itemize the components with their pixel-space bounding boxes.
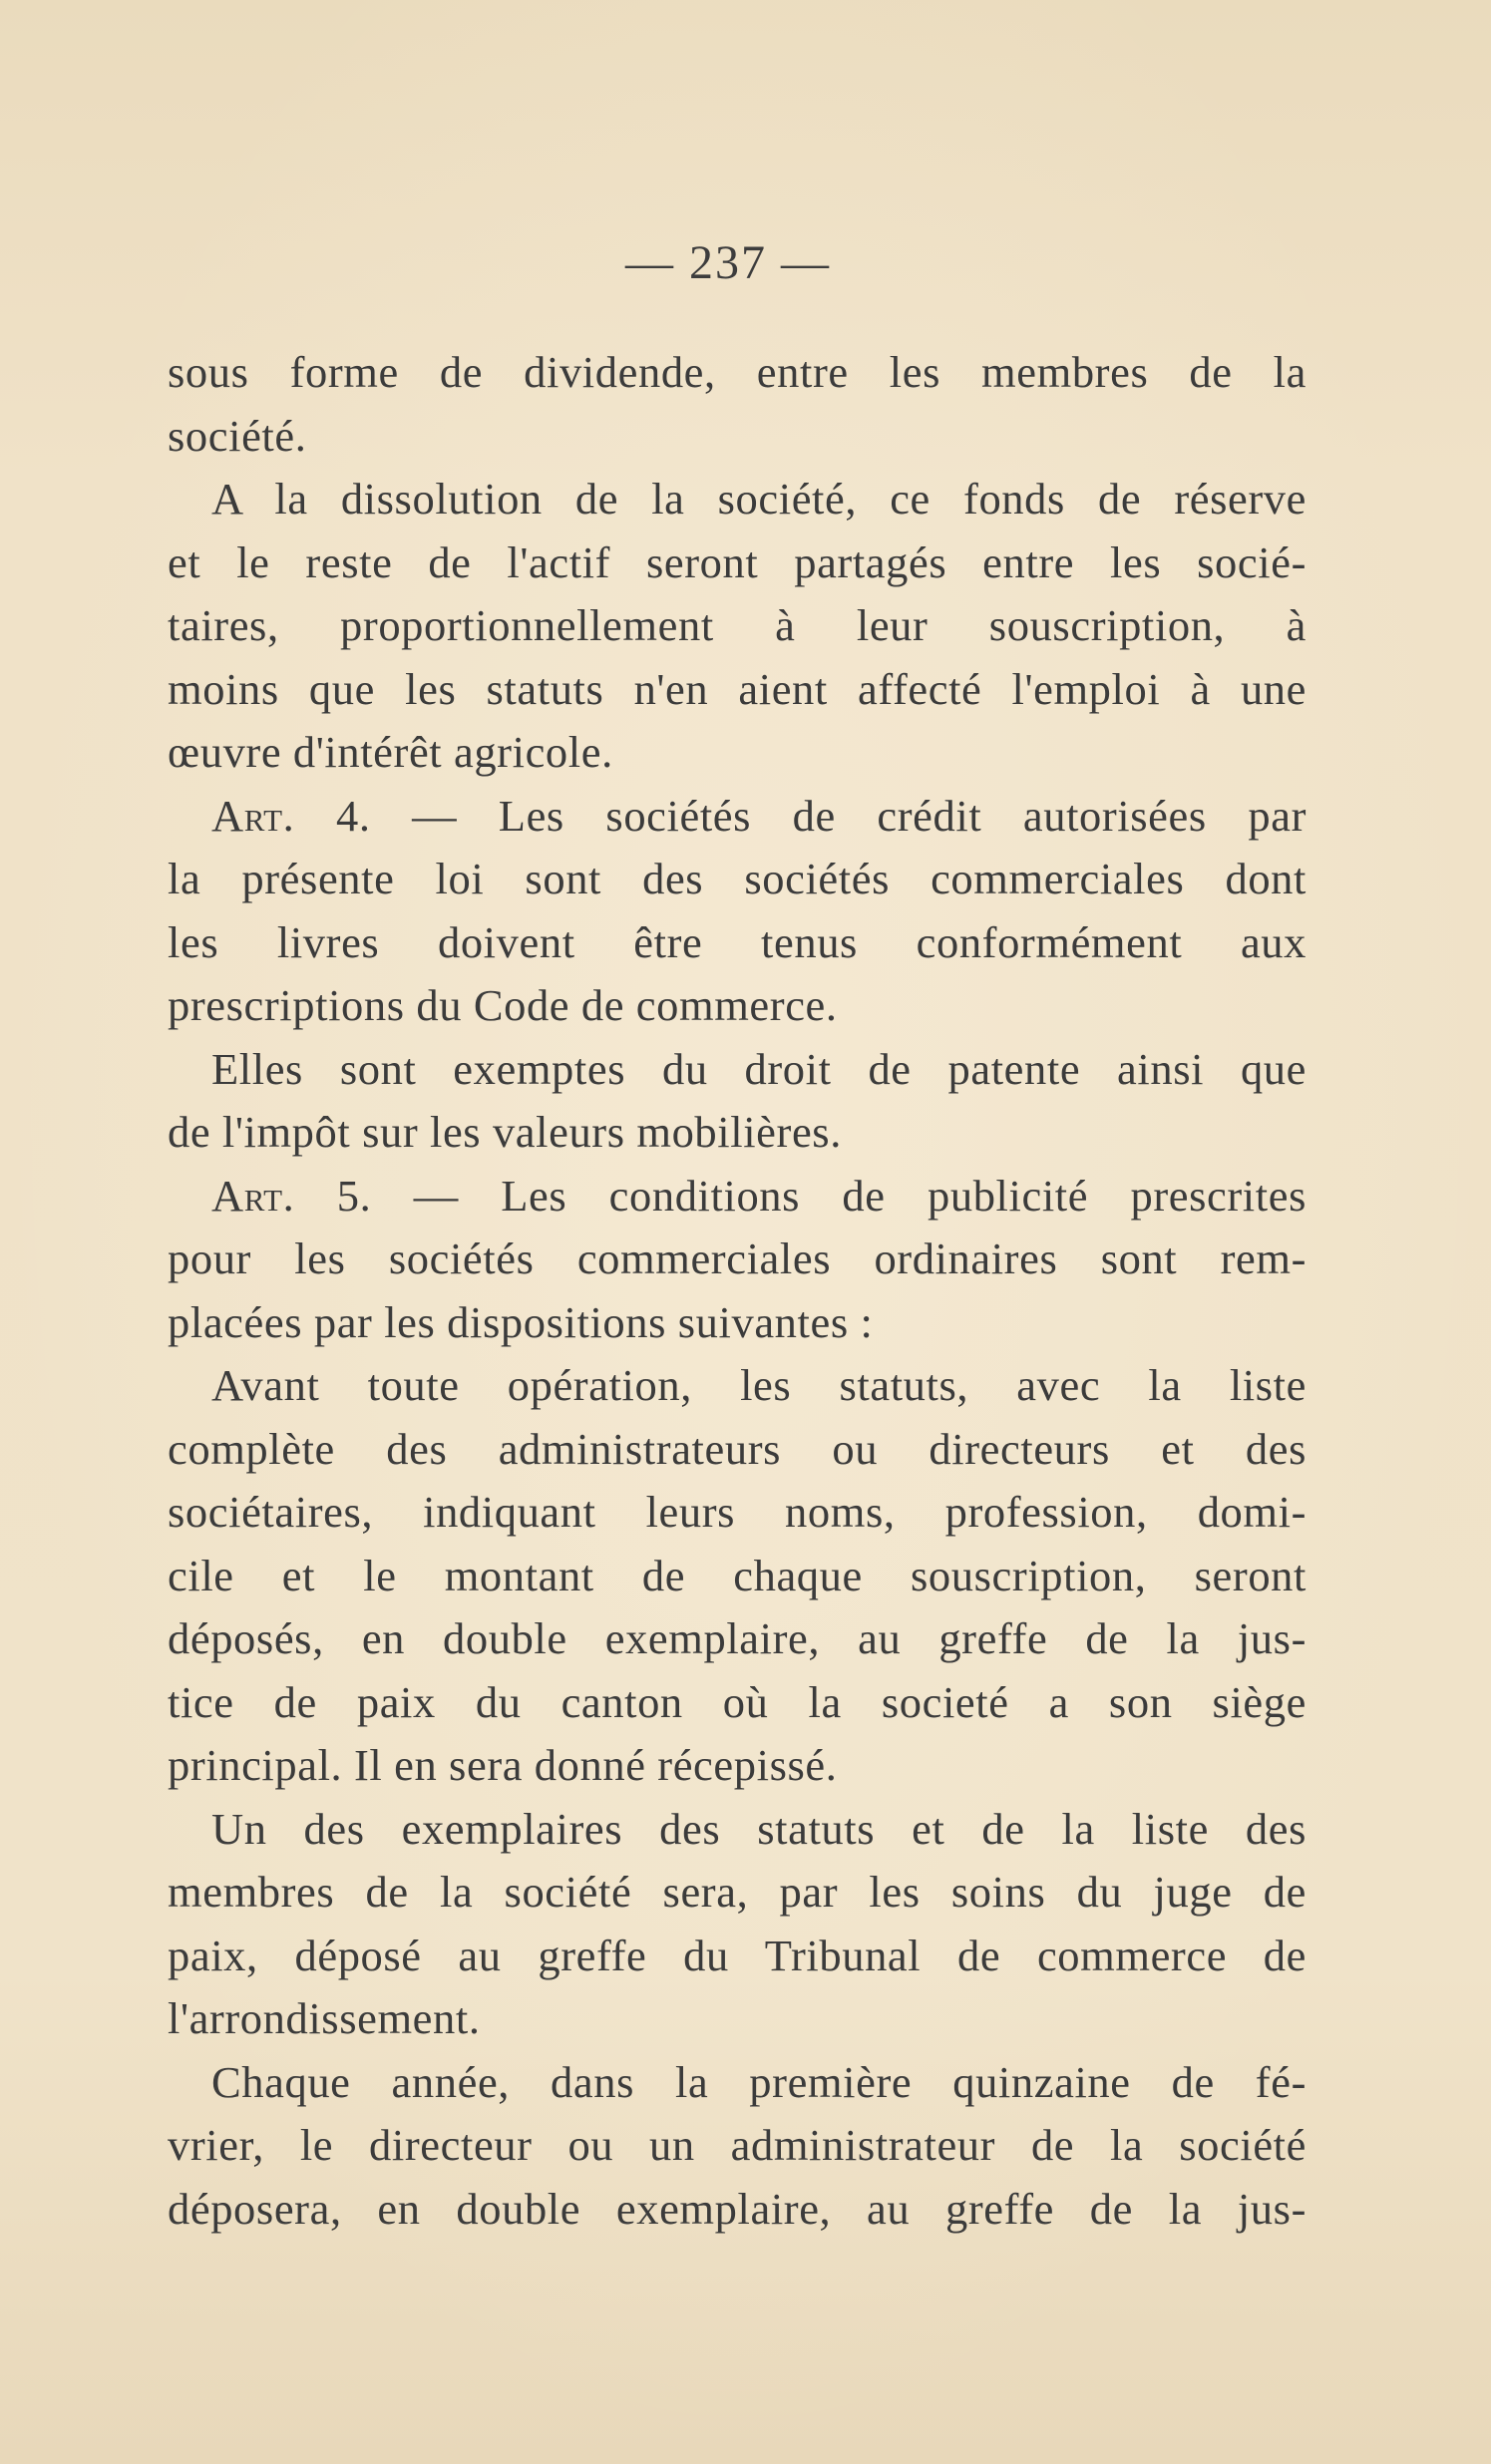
text-line bbox=[168, 341, 1306, 405]
text-line bbox=[168, 911, 1306, 975]
line-text: 4. — Les sociétés de crédit autorisées par bbox=[294, 790, 1306, 841]
text-line bbox=[168, 1545, 1306, 1608]
line-text: cile et le montant de chaque souscription, seront bbox=[168, 1550, 1306, 1600]
line-text: société. bbox=[168, 410, 307, 461]
article-label: Art. bbox=[211, 1170, 295, 1221]
text-line bbox=[168, 1165, 1306, 1229]
line-text: la présente loi sont des sociétés commerciales dont bbox=[168, 854, 1306, 903]
text-line bbox=[168, 405, 1306, 469]
text-line bbox=[168, 1038, 1306, 1102]
line-text: placées par les dispositions suivantes : bbox=[168, 1296, 874, 1347]
line-text: tice de paix du canton où la societé a son siège bbox=[168, 1676, 1306, 1727]
text-line bbox=[168, 721, 1306, 785]
text-line bbox=[168, 974, 1306, 1038]
text-line bbox=[168, 785, 1306, 849]
text-line bbox=[168, 1607, 1306, 1671]
line-text: moins que les statuts n'en aient affecté l'emploi à une bbox=[168, 663, 1306, 714]
text-line bbox=[168, 2178, 1306, 2242]
article-label: Art. bbox=[211, 790, 295, 841]
line-text: sous forme de dividende, entre les membres de la bbox=[168, 347, 1306, 397]
text-line bbox=[168, 1291, 1306, 1355]
text-line bbox=[168, 658, 1306, 722]
line-text: A la dissolution de la société, ce fonds de réserve bbox=[211, 474, 1306, 524]
text-line bbox=[168, 1354, 1306, 1418]
text-line bbox=[168, 1418, 1306, 1482]
line-text: déposés, en double exemplaire, au greffe de la jus- bbox=[168, 1613, 1306, 1663]
page-number: — 237 — bbox=[625, 236, 831, 289]
line-text: 5. — Les conditions de publicité prescrites bbox=[294, 1170, 1306, 1221]
line-text: déposera, en double exemplaire, au greffe de la jus- bbox=[168, 2183, 1306, 2234]
text-line bbox=[168, 1925, 1306, 1988]
text-line bbox=[168, 2114, 1306, 2178]
line-text: sociétaires, indiquant leurs noms, profession, domi- bbox=[168, 1487, 1306, 1537]
text-line bbox=[168, 594, 1306, 658]
text-line bbox=[168, 1228, 1306, 1291]
line-text: Chaque année, dans la première quinzaine de fé- bbox=[211, 2056, 1306, 2107]
text-line bbox=[168, 1734, 1306, 1798]
line-text: principal. Il en sera donné récepissé. bbox=[168, 1740, 838, 1790]
text-line bbox=[168, 1798, 1306, 1862]
line-text: les livres doivent être tenus conformément aux bbox=[168, 916, 1306, 967]
text-line bbox=[168, 468, 1306, 531]
line-text: Avant toute opération, les statuts, avec la liste bbox=[211, 1360, 1306, 1410]
text-line bbox=[168, 848, 1306, 911]
line-text: œuvre d'intérêt agricole. bbox=[168, 727, 613, 777]
line-text: membres de la société sera, par les soins du juge de bbox=[168, 1867, 1306, 1917]
line-text: complète des administrateurs ou directeurs et des bbox=[168, 1423, 1306, 1474]
body-text bbox=[168, 341, 1306, 2241]
text-line bbox=[168, 1671, 1306, 1735]
text-line bbox=[168, 1101, 1306, 1165]
text-line bbox=[168, 531, 1306, 595]
text-line bbox=[168, 1987, 1306, 2051]
line-text: pour les sociétés commerciales ordinaires sont rem- bbox=[168, 1233, 1306, 1283]
text-line bbox=[168, 1861, 1306, 1925]
line-text: prescriptions du Code de commerce. bbox=[168, 980, 838, 1030]
text-line bbox=[168, 2051, 1306, 2115]
line-text: l'arrondissement. bbox=[168, 1993, 481, 2043]
line-text: taires, proportionnellement à leur souscription, à bbox=[168, 600, 1306, 650]
line-text: vrier, le directeur ou un administrateur de la société bbox=[168, 2120, 1306, 2170]
line-text: et le reste de l'actif seront partagés entre les socié- bbox=[168, 536, 1306, 587]
line-text: de l'impôt sur les valeurs mobilières. bbox=[168, 1107, 842, 1157]
line-text: paix, déposé au greffe du Tribunal de commerce de bbox=[168, 1930, 1306, 1980]
line-text: Elles sont exemptes du droit de patente ainsi que bbox=[211, 1043, 1306, 1094]
line-text: Un des exemplaires des statuts et de la liste des bbox=[211, 1803, 1306, 1854]
text-line bbox=[168, 1481, 1306, 1545]
